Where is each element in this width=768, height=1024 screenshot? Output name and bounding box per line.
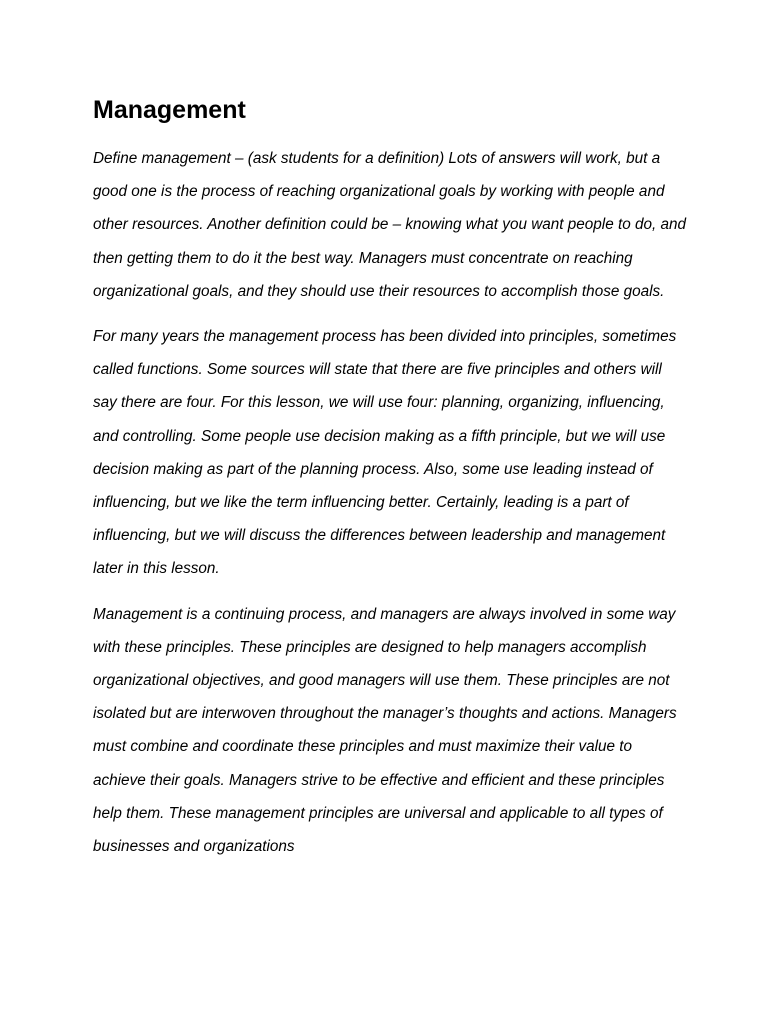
paragraph-principles: For many years the management process has been divided into principles, sometimes called functions. Some sources will state that there are five principles and others will say there are four. For this lesson, we will use four: planning, organizing, influencing, and controlling. Some people use decision making as a fifth principle, but we will use decision making as part of the planning process. Also, some use leading instead of influencing, but we like the term influencing better. Certainly, leading is a part of influencing, but we will discuss the differences between leadership and management later in this lesson.	[93, 328, 677, 578]
paragraph-definition: Define management – (ask students for a definition) Lots of answers will work, but a good one is the process of reaching organizational goals by working with people and other resources. Another definition could be – knowing what you want people to do, and then getting them to do it the best way. Managers must concentrate on reaching organizational goals, and they should use their resources to accomplish those goals.	[93, 150, 687, 300]
document-body	[93, 142, 689, 875]
paragraph-continuing-process: Management is a continuing process, and managers are always involved in some way with these principles. These principles are designed to help managers accomplish organizational objectives, and good managers will use them. These principles are not isolated but are interwoven throughout the manager’s thoughts and actions. Managers must combine and coordinate these principles and must maximize their value to achieve their goals. Managers strive to be effective and efficient and these principles help them. These management principles are universal and applicable to all types of businesses and organizations	[93, 605, 677, 856]
page-title: Management	[93, 96, 246, 124]
